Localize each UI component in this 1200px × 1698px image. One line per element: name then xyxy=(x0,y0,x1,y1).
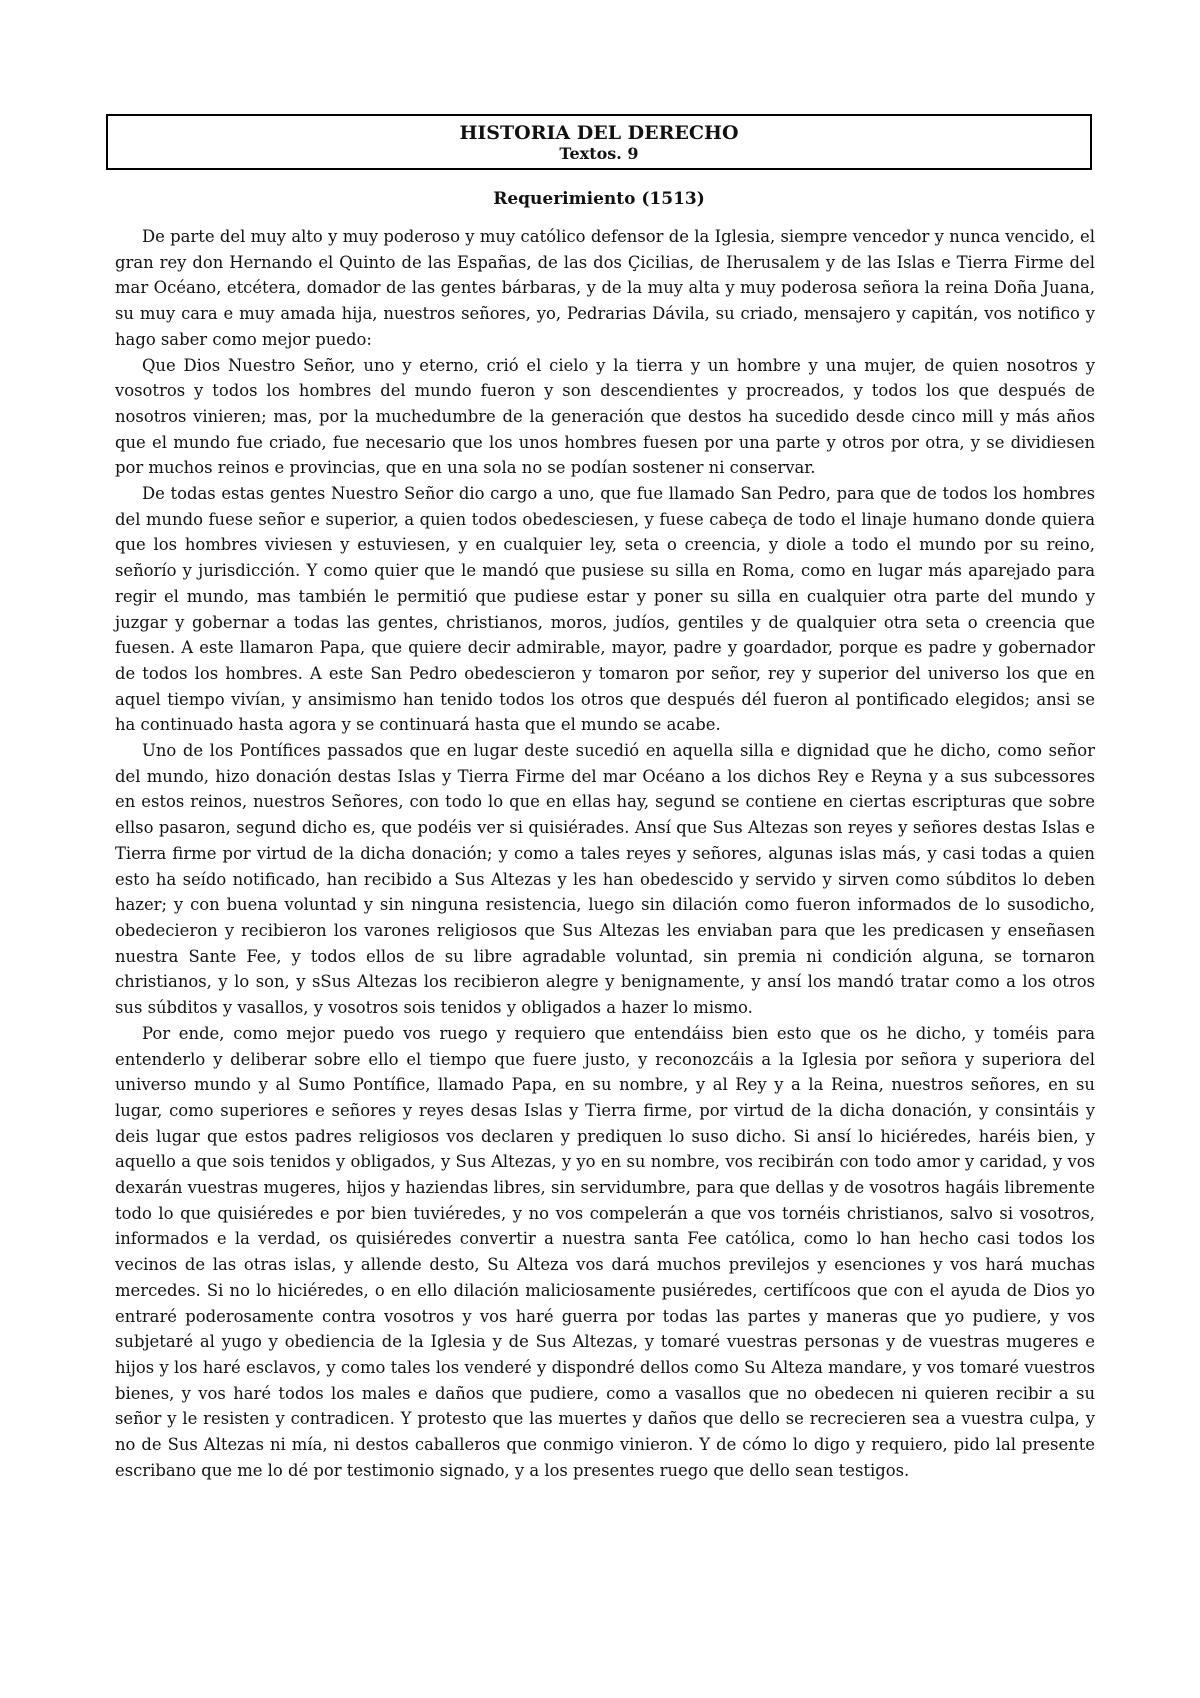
paragraph-1: De parte del muy alto y muy poderoso y muy católico defensor de la Iglesia, siempre vencedor y nunca vencido, el gran rey don Hernando el Quinto de las Españas, de las dos Çicilias, de Iherusalem y de las Islas e Tierra Firme del mar Océano, etcétera, domador de las gentes bárbaras, y de la muy alta y muy poderosa señora la reina Doña Juana, su muy cara e muy amada hija, nuestros señores, yo, Pedrarias Dávila, su criado, mensajero y capitán, vos notifico y hago saber como mejor puedo: xyxy=(115,227,1095,349)
document-title: Requerimiento (1513) xyxy=(493,189,705,209)
paragraph-2: Que Dios Nuestro Señor, uno y eterno, crió el cielo y la tierra y un hombre y una mujer, de quien nosotros y vosotros y todos los hombres del mundo fueron y son descendientes y procreados, y todos los que después de nosotros vinieren; mas, por la muchedumbre de la generación que destos ha sucedido desde cinco mill y más años que el mundo fue criado, fue necesario que los unos hombres fuesen por una parte y otros por otra, y se dividiesen por muchos reinos e provincias, que en una sola no se podían sostener ni conservar. xyxy=(115,355,1095,478)
header-box xyxy=(106,114,1092,170)
header-subtitle: Textos. 9 xyxy=(559,144,639,163)
document-body xyxy=(115,224,1095,1483)
paragraph-5: Por ende, como mejor puedo vos ruego y requiero que entendáiss bien esto que os he dicho, y toméis para entenderlo y deliberar sobre ello el tiempo que fuere justo, y reconozcáis a la Iglesia por señora y superiora del universo mundo y al Sumo Pontífice, llamado Papa, en su nombre, y al Rey y a la Reina, nuestros señores, en su lugar, como superiores e señores y reyes desas Islas y Tierra firme, por virtud de la dicha donación, y consintáis y deis lugar que estos padres religiosos vos declaren y prediquen lo suso dicho. Si ansí lo hiciéredes, haréis bien, y aquello a que sois tenidos y obligados, y Sus Altezas, y yo en su nombre, vos recibirán con todo amor y caridad, y vos dexarán vuestras mugeres, hijos y haziendas libres, sin servidumbre, para que dellas y de vosotros hagáis libremente todo lo que quisiéredes e por bien tuviéredes, y no vos compelerán a que vos tornéis christianos, salvo si vosotros, informados e la verdad, os quisiéredes convertir a nuestra santa Fee católica, como lo han hecho casi todos los vecinos de las otras islas, y allende desto, Su Alteza vos dará muchos previlejos y esenciones y vos hará muchas mercedes. Si no lo hiciéredes, o en ello dilación maliciosamente pusiéredes, certifícoos que con el ayuda de Dios yo entraré poderosamente contra vosotros y vos haré guerra por todas las partes y maneras que yo pudiere, y vos subjetaré al yugo y obediencia de la Iglesia y de Sus Altezas, y tomaré vuestras personas y de vuestras mugeres e hijos y los haré esclavos, y como tales los venderé y dispondré dellos como Su Alteza mandare, y vos tomaré vuestros bienes, y vos haré todos los males e daños que pudiere, como a vasallos que no obedecen ni quieren recibir a su señor y le resisten y contradicen. Y protesto que las muertes y daños que dello se recrecieren sea a vuestra culpa, y no de Sus Altezas ni mía, ni destos caballeros que conmigo vinieron. Y de cómo lo digo y requiero, pido lal presente escribano que me lo dé por testimonio signado, y a los presentes ruego que dello sean testigos. xyxy=(115,1023,1095,1480)
paragraph-3: De todas estas gentes Nuestro Señor dio cargo a uno, que fue llamado San Pedro, para que de todos los hombres del mundo fuese señor e superior, a quien todos obedesciesen, y fuese cabeça de todo el linaje humano donde quiera que los hombres viviesen y estuviesen, y en cualquier ley, seta o creencia, y diole a todo el mundo por su reino, señorío y jurisdicción. Y como quier que le mandó que pusiese su silla en Roma, como en lugar más aparejado para regir el mundo, mas también le permitió que pudiese estar y poner su silla en cualquier otra parte del mundo y juzgar y gobernar a todas las gentes, christianos, moros, judíos, gentiles y de qualquier otra seta o creencia que fuesen. A este llamaron Papa, que quiere decir admirable, mayor, padre y goardador, porque es padre y gobernador de todos los hombres. A este San Pedro obedescieron y tomaron por señor, rey y superior del universo los que en aquel tiempo vivían, y ansimismo han tenido todos los otros que después dél fueron al pontificado elegidos; ansi se ha continuado hasta agora y se continuará hasta que el mundo se acabe. xyxy=(115,484,1095,735)
header-title: HISTORIA DEL DERECHO xyxy=(459,122,739,144)
paragraph-4: Uno de los Pontífices passados que en lugar deste sucedió en aquella silla e dignidad que he dicho, como señor del mundo, hizo donación destas Islas y Tierra Firme del mar Océano a los dichos Rey e Reyna y a sus subcessores en estos reinos, nuestros Señores, con todo lo que en ellas hay, segund se contiene en ciertas escripturas que sobre ellso pasaron, segund dicho es, que podéis ver si quisiérades. Ansí que Sus Altezas son reyes y señores destas Islas e Tierra firme por virtud de la dicha donación; y como a tales reyes y señores, algunas islas más, y casi todas a quien esto ha seído notificado, han recibido a Sus Altezas y les han obedescido y servido y sirven como súbditos lo deben hazer; y con buena voluntad y sin ninguna resistencia, luego sin dilación como fueron informados de lo susodicho, obedecieron y recibieron los varones religiosos que Sus Altezas les enviaban para que les predicasen y enseñasen nuestra Sante Fee, y todos ellos de su libre agradable voluntad, sin premia ni condición alguna, se tornaron christianos, y lo son, y sSus Altezas los recibieron alegre y benignamente, y ansí los mandó tratar como a los otros sus súbditos y vasallos, y vosotros sois tenidos y obligados a hazer lo mismo. xyxy=(115,741,1095,1018)
